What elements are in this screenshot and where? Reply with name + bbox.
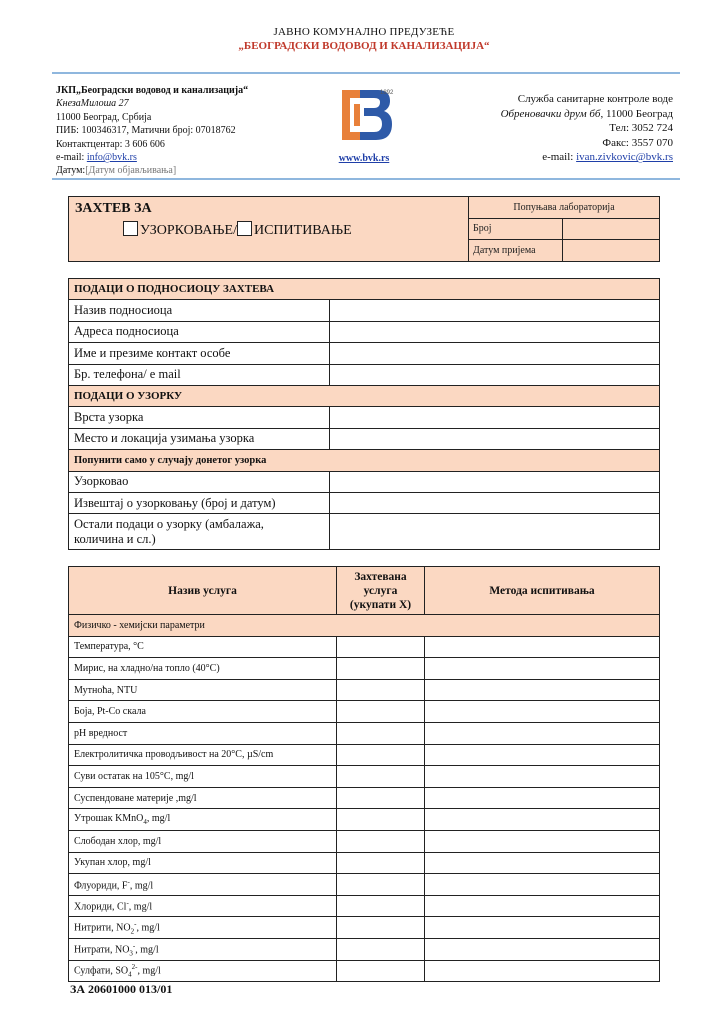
method-cell[interactable] [425, 852, 660, 874]
table-row [69, 895, 660, 917]
table-row [69, 744, 660, 766]
service-fluorides: Флуориди, F-, mg/l [69, 874, 337, 896]
bvk-logo-icon [334, 84, 400, 146]
test-method-header: Метода испитивања [425, 567, 660, 615]
org-type: ЈАВНО КОМУНАЛНО ПРЕДУЗЕЋЕ [273, 26, 455, 38]
applicant-name-label: Назив подносиоца [69, 300, 330, 321]
sample-location-label: Место и локација узимања узорка [69, 428, 330, 449]
sample-location-field[interactable] [330, 428, 660, 449]
service-dry-residue: Суви остатак на 105°C, mg/l [69, 766, 337, 788]
request-table [68, 196, 660, 262]
service-tel: Тел: 3052 724 [609, 122, 673, 135]
table-row [69, 809, 660, 831]
service-nitrites: Нитрити, $NO_2^-$, mg/l [69, 917, 337, 939]
sampled-by-label: Узорковао [69, 471, 330, 492]
service-email-label: e-mail: [542, 151, 577, 164]
table-row [69, 658, 660, 680]
company-ids: ПИБ: 100346317, Матични број: 07018762 [56, 125, 236, 137]
method-cell[interactable] [425, 766, 660, 788]
method-cell[interactable] [425, 809, 660, 831]
method-cell[interactable] [425, 636, 660, 658]
service-street: Обреновачки друм бб [500, 107, 601, 120]
requested-header-l1: Захтевана [354, 570, 407, 583]
applicant-address-label: Адреса подносиоца [69, 321, 330, 342]
applicant-section-title: ПОДАЦИ О ПОДНОСИОЦУ ЗАХТЕВА [69, 279, 660, 300]
phone-email-field[interactable] [330, 364, 660, 385]
service-check-cell[interactable] [337, 701, 425, 723]
method-cell[interactable] [425, 744, 660, 766]
service-check-cell[interactable] [337, 766, 425, 788]
sample-section-title: ПОДАЦИ О УЗОРКУ [69, 385, 660, 406]
sample-type-field[interactable] [330, 407, 660, 428]
requested-header-l3: (укупати Х) [349, 598, 412, 611]
method-cell[interactable] [425, 895, 660, 917]
applicant-name-field[interactable] [330, 300, 660, 321]
request-title-cell [69, 197, 469, 262]
service-check-cell[interactable] [337, 809, 425, 831]
sampling-checkbox[interactable] [123, 221, 138, 236]
table-row [69, 636, 660, 658]
table-row [69, 917, 660, 939]
requested-service-header [337, 567, 425, 615]
service-fax: Факс: 3557 070 [602, 136, 673, 149]
testing-label: ИСПИТИВАЊЕ [253, 223, 352, 238]
form-code: ЗА 20601000 013/01 [70, 982, 173, 996]
service-sulfates: Сулфати, $SO_4^{2-}$, mg/l [69, 960, 337, 982]
email-label: e-mail: [56, 152, 87, 164]
service-check-cell[interactable] [337, 744, 425, 766]
date-label: Датум: [56, 165, 86, 177]
service-chlorides: Хлориди, Cl-, mg/l [69, 895, 337, 917]
request-title: ЗАХТЕВ ЗА [75, 201, 152, 216]
org-name: „БЕОГРАДСКИ ВОДОВОД И КАНАЛИЗАЦИЈА“ [238, 40, 490, 52]
table-row [69, 960, 660, 982]
service-check-cell[interactable] [337, 895, 425, 917]
requested-header-l2: услуга [363, 584, 398, 597]
service-check-cell[interactable] [337, 787, 425, 809]
service-odor: Мирис, на хладно/на топло (40°C) [69, 658, 337, 680]
company-city: 11000 Београд, Србија [56, 111, 152, 123]
method-cell[interactable] [425, 938, 660, 960]
service-check-cell[interactable] [337, 722, 425, 744]
service-free-chlorine: Слободан хлор, mg/l [69, 830, 337, 852]
service-kmno4: Утрошак KMnO$_4$, mg/l [69, 809, 337, 831]
sampling-report-field[interactable] [330, 492, 660, 513]
receipt-date-field[interactable] [563, 240, 660, 262]
service-temperature: Температура, °C [69, 636, 337, 658]
company-contact-block [56, 84, 248, 178]
method-cell[interactable] [425, 874, 660, 896]
phone-email-label: Бр. телефона/ e mail [69, 364, 330, 385]
company-email-line [56, 151, 248, 164]
service-contact-block [501, 92, 673, 165]
table-row [69, 938, 660, 960]
method-cell[interactable] [425, 830, 660, 852]
service-email-link[interactable]: ivan.zivkovic@bvk.rs [576, 151, 673, 164]
table-row [69, 787, 660, 809]
other-data-line1: Остали подаци о узорку (амбалажа, [74, 516, 264, 531]
service-check-cell[interactable] [337, 938, 425, 960]
date-placeholder: [Датум објављивања] [85, 165, 177, 177]
service-name: Служба санитарне контроле воде [517, 93, 673, 105]
other-data-line2: количина и сл.) [74, 531, 156, 546]
table-row [69, 701, 660, 723]
website-block [300, 153, 428, 164]
service-check-cell[interactable] [337, 874, 425, 896]
service-check-cell[interactable] [337, 917, 425, 939]
sampled-by-field[interactable] [330, 471, 660, 492]
sample-type-label: Врста узорка [69, 407, 330, 428]
applicant-table [68, 278, 660, 550]
company-phone: Контактцентар: 3 606 606 [56, 138, 165, 150]
company-email-link[interactable]: info@bvk.rs [86, 152, 137, 164]
contact-person-field[interactable] [330, 343, 660, 364]
number-label: Број [469, 218, 563, 240]
table-row [69, 722, 660, 744]
date-line [56, 164, 248, 177]
other-data-label [69, 514, 330, 550]
service-check-cell[interactable] [337, 830, 425, 852]
website-link[interactable]: www.bvk.rs [338, 153, 390, 164]
sampling-report-label: Извештај о узорковању (број и датум) [69, 492, 330, 513]
company-street: КнезаМилоша 27 [56, 98, 129, 110]
service-check-cell[interactable] [337, 658, 425, 680]
contact-person-label: Име и презиме контакт особе [69, 343, 330, 364]
applicant-address-field[interactable] [330, 321, 660, 342]
services-table [68, 566, 660, 982]
service-ph: pH вредност [69, 722, 337, 744]
company-name: ЈКП„Београдски водовод и канализација“ [56, 85, 249, 96]
service-address [501, 107, 673, 122]
header-divider [52, 72, 680, 74]
org-header [0, 26, 728, 52]
service-check-cell[interactable] [337, 852, 425, 874]
table-row [69, 679, 660, 701]
service-suspended-matter: Суспендоване материје ,mg/l [69, 787, 337, 809]
method-cell[interactable] [425, 917, 660, 939]
service-email-line [501, 150, 673, 165]
service-total-chlorine: Укупан хлор, mg/l [69, 852, 337, 874]
table-row [69, 830, 660, 852]
brought-sample-subtitle: Попунити само у случају донетог узорка [69, 450, 660, 471]
physchem-group-row: Физичко - хемијски параметри [69, 615, 660, 637]
service-check-cell[interactable] [337, 636, 425, 658]
service-conductivity: Електролитичка проводљивост на 20°C, µS/cm [69, 744, 337, 766]
table-row [69, 852, 660, 874]
logo-year: 1892 [380, 90, 394, 96]
header-bottom-divider [52, 178, 680, 180]
number-field[interactable] [563, 218, 660, 240]
table-row [69, 874, 660, 896]
service-name-header: Назив услуга [69, 567, 337, 615]
method-cell[interactable] [425, 960, 660, 982]
service-nitrates: Нитрати, $NO_3^-$, mg/l [69, 938, 337, 960]
method-cell[interactable] [425, 722, 660, 744]
request-options [75, 221, 462, 239]
service-color: Боја, Pt-Co скала [69, 701, 337, 723]
method-cell[interactable] [425, 679, 660, 701]
lab-header: Попуњава лабораторија [469, 197, 660, 219]
method-cell[interactable] [425, 701, 660, 723]
method-cell[interactable] [425, 658, 660, 680]
method-cell[interactable] [425, 787, 660, 809]
receipt-date-label: Датум пријема [469, 240, 563, 262]
table-row [69, 766, 660, 788]
other-data-field[interactable] [330, 514, 660, 550]
service-check-cell[interactable] [337, 960, 425, 982]
testing-checkbox[interactable] [237, 221, 252, 236]
service-check-cell[interactable] [337, 679, 425, 701]
service-turbidity: Мутноћа, NTU [69, 679, 337, 701]
sampling-label: УЗОРКОВАЊЕ/ [140, 223, 237, 238]
service-city: , 11000 Београд [600, 107, 673, 120]
